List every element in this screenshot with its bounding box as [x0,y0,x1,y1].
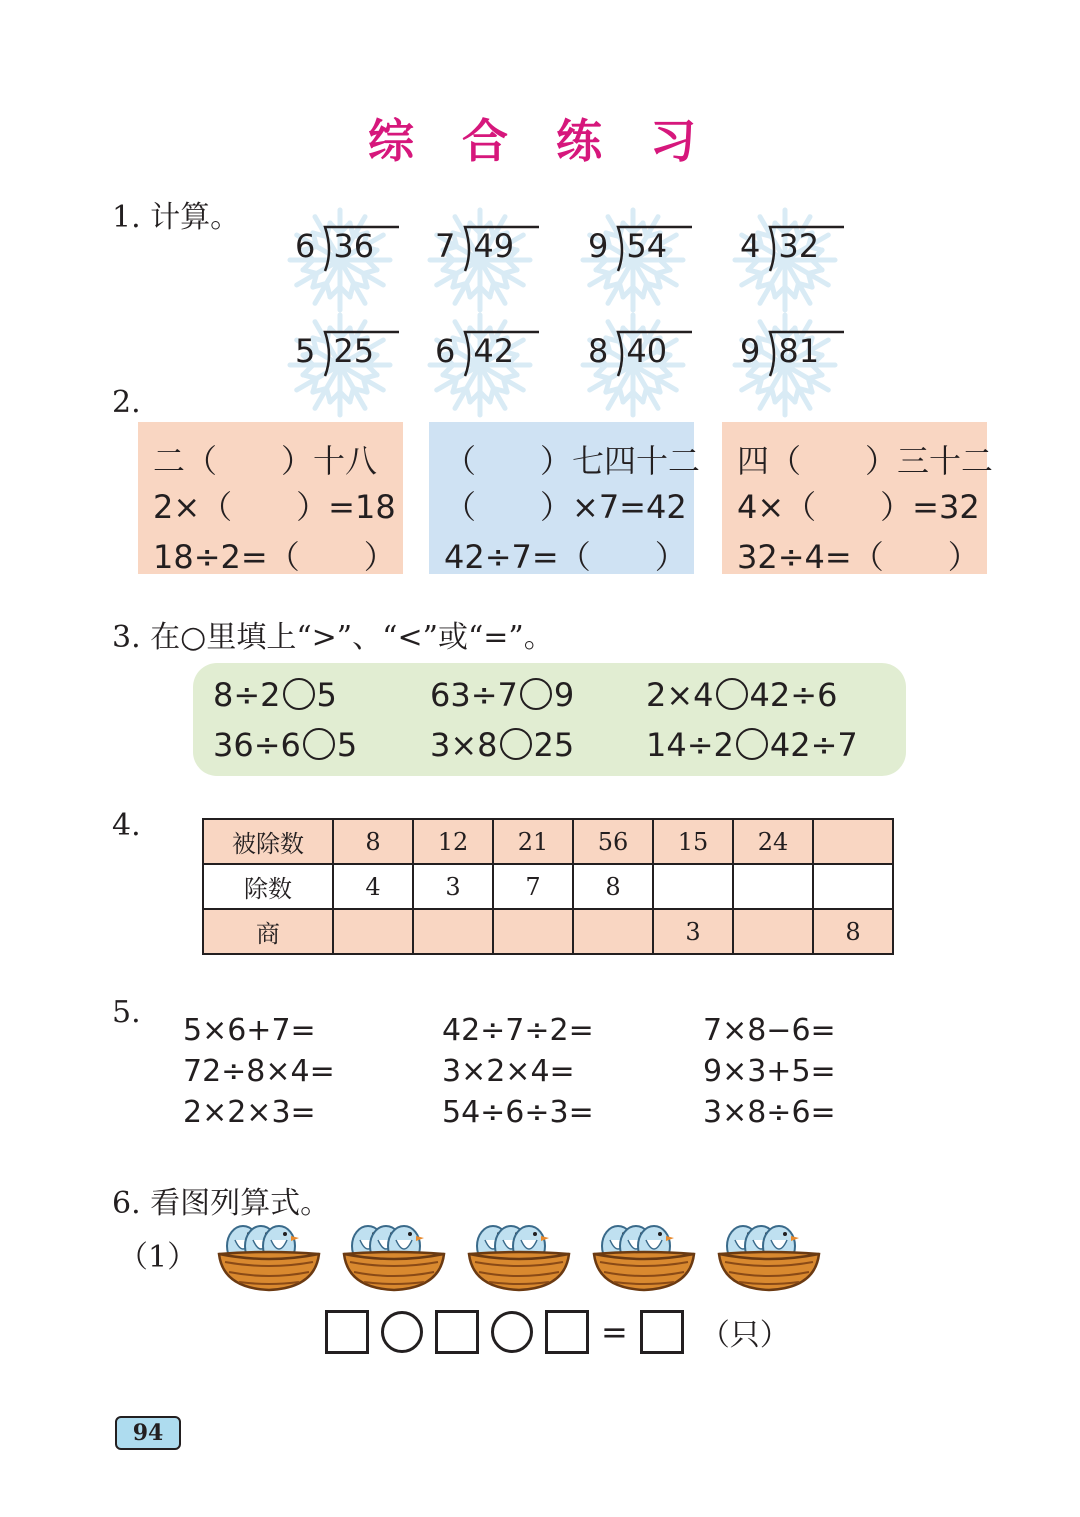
arithmetic-expression[interactable]: 5×6+7= [183,1013,316,1048]
multiplication-rhyme: 二（ ）十八 [153,442,378,480]
comparison-left: 3×8 [430,726,498,764]
answer-box[interactable] [640,1310,684,1354]
q6-sub-label: （1） [118,1240,198,1275]
times-table-box [138,422,403,574]
comparison-left: 14÷2 [646,726,734,764]
bird-nest-image [215,1210,323,1292]
row-header: 商 [203,909,333,954]
comparison-circle[interactable] [716,678,748,710]
equation-line[interactable]: （ ）×7=42 [444,488,687,526]
comparison-right: 42÷6 [749,676,838,714]
table-cell: 15 [653,819,733,864]
dividend: 42 [473,332,515,370]
dividend-group [608,227,692,265]
q2-label: 2. [112,385,141,420]
dividend: 25 [333,332,375,370]
bird-nest-image [715,1210,823,1292]
comparison-left: 2×4 [646,676,714,714]
table-cell[interactable] [813,864,893,909]
dividend: 54 [626,227,668,265]
equation-line[interactable]: 32÷4=（ ） [737,538,980,576]
long-division-problem [425,310,555,400]
equals-sign: = [601,1313,628,1351]
q4-label: 4. [112,808,141,843]
division-expression [588,227,692,265]
comparison-left: 63÷7 [430,676,518,714]
divisor: 9 [740,332,761,370]
dividend-group [760,332,844,370]
times-table-box [722,422,994,576]
divisor: 6 [295,227,316,265]
operator-circle[interactable] [381,1311,423,1353]
answer-box[interactable] [545,1310,589,1354]
division-expression [740,332,844,370]
equation-line[interactable]: 2×（ ）=18 [153,488,396,526]
arithmetic-expression[interactable]: 2×2×3= [183,1095,316,1130]
divisor: 5 [295,332,316,370]
comparison-circle[interactable] [736,728,768,760]
comparison-left: 36÷6 [213,726,301,764]
comparison-circle[interactable] [500,728,532,760]
division-expression [295,227,399,265]
table-cell[interactable] [733,864,813,909]
table-cell: 24 [733,819,813,864]
long-division-problem [425,205,555,295]
q5-label: 5. [112,995,141,1030]
row-header: 除数 [203,864,333,909]
page-title: 综 合 练 习 [367,114,713,168]
long-division-problem [285,205,415,295]
comparison-item [646,676,837,714]
long-division-problem [285,310,415,400]
divisor: 4 [740,227,761,265]
table-cell: 21 [493,819,573,864]
q4-table [202,818,894,955]
arithmetic-expression[interactable]: 9×3+5= [703,1054,836,1089]
dividend: 40 [626,332,668,370]
table-row [203,909,893,954]
dividend: 81 [778,332,820,370]
arithmetic-expression[interactable]: 3×2×4= [442,1054,575,1089]
multiplication-rhyme: 四（ ）三十二 [737,442,994,480]
equation-line[interactable]: 42÷7=（ ） [444,538,687,576]
arithmetic-expression[interactable]: 72÷8×4= [183,1054,335,1089]
arithmetic-expression[interactable]: 42÷7÷2= [442,1013,594,1048]
comparison-item [430,726,574,764]
page-number: 94 [115,1416,181,1450]
table-cell: 8 [333,819,413,864]
dividend-group [455,227,539,265]
dividend: 36 [333,227,375,265]
table-cell[interactable] [653,864,733,909]
table-cell[interactable] [813,819,893,864]
dividend: 49 [473,227,515,265]
unit-label: （只） [699,1318,790,1353]
long-division-problem [730,310,860,400]
table-cell: 3 [413,864,493,909]
division-expression [295,332,399,370]
q3-label: 3. 在○里填上“>”、“<”或“=”。 [112,620,554,655]
table-cell: 8 [573,864,653,909]
table-row [203,819,893,864]
operator-circle[interactable] [491,1311,533,1353]
dividend-group [455,332,539,370]
comparison-circle[interactable] [520,678,552,710]
row-header: 被除数 [203,819,333,864]
dividend-group [760,227,844,265]
divisor: 7 [435,227,456,265]
arithmetic-expression[interactable]: 7×8−6= [703,1013,836,1048]
comparison-item [430,676,574,714]
q6-label: 6. 看图列算式。 [112,1186,331,1221]
comparison-item [213,726,357,764]
bird-nest-image [340,1210,448,1292]
comparison-right: 5 [336,726,358,764]
q1-label: 1. 计算。 [112,200,241,235]
arithmetic-expression[interactable]: 54÷6÷3= [442,1095,594,1130]
divisor: 9 [588,227,609,265]
equation-line[interactable]: 4×（ ）=32 [737,488,980,526]
divisor: 8 [588,332,609,370]
arithmetic-expression[interactable]: 3×8÷6= [703,1095,836,1130]
answer-box[interactable] [325,1310,369,1354]
table-cell: 4 [333,864,413,909]
comparison-item [213,676,337,714]
comparison-right: 5 [316,676,337,714]
comparison-item [646,726,858,764]
dividend-group [315,332,399,370]
table-cell[interactable] [493,909,573,954]
table-cell[interactable] [413,909,493,954]
bird-nest-image [465,1210,573,1292]
answer-box[interactable] [435,1310,479,1354]
table-cell[interactable] [573,909,653,954]
table-cell: 56 [573,819,653,864]
table-cell: 12 [413,819,493,864]
equation-line[interactable]: 18÷2=（ ） [153,538,396,576]
division-expression [588,332,692,370]
long-division-problem [578,310,708,400]
times-table-box [429,422,701,576]
long-division-problem [578,205,708,295]
table-cell: 3 [653,909,733,954]
divisor: 6 [435,332,456,370]
division-expression [740,227,844,265]
table-cell: 7 [493,864,573,909]
dividend-group [608,332,692,370]
division-expression [435,227,539,265]
comparison-right: 9 [553,676,575,714]
multiplication-rhyme: （ ）七四十二 [444,442,701,480]
comparison-right: 25 [533,726,575,764]
q6-answer-row [325,1310,790,1354]
bird-nest-image [590,1210,698,1292]
table-cell[interactable] [333,909,413,954]
division-expression [435,332,539,370]
table-cell[interactable] [733,909,813,954]
table-cell: 8 [813,909,893,954]
table-row [203,864,893,909]
comparison-circle[interactable] [303,728,335,760]
comparison-circle[interactable] [283,678,315,710]
dividend-group [315,227,399,265]
dividend: 32 [778,227,820,265]
comparison-left: 8÷2 [213,676,281,714]
comparison-right: 42÷7 [769,726,858,764]
long-division-problem [730,205,860,295]
